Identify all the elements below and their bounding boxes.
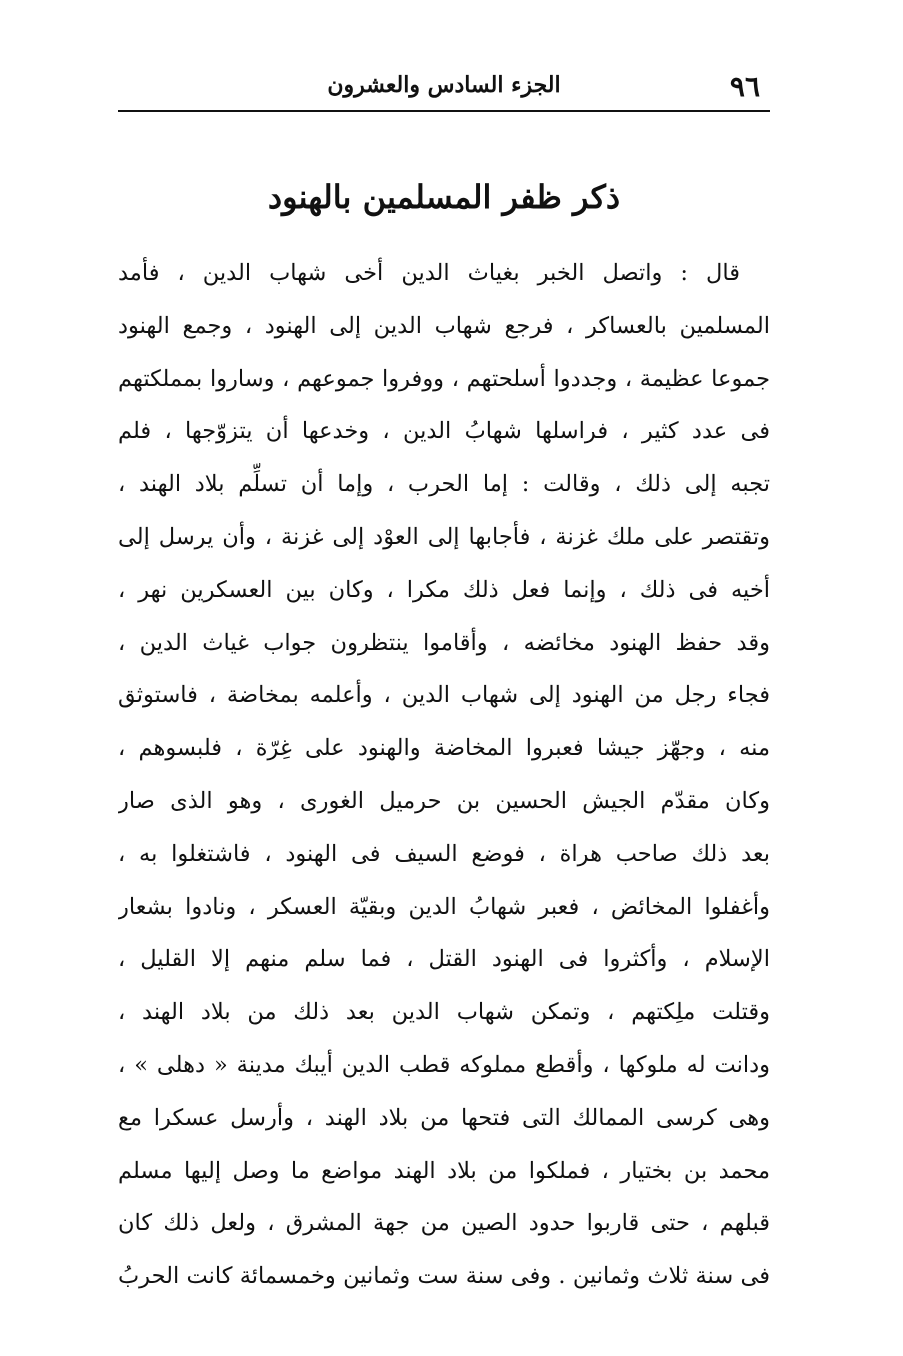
text-line: فى سنة ثلاث وثمانين . وفى سنة ست وثمانين وخمسمائة كانت الحربُ — [118, 1263, 770, 1290]
text-line: وقد حفظ الهنود مخائضه ، وأقاموا ينتظرون جواب غياث الدين ، — [118, 629, 770, 656]
text-line: المسلمين بالعساكر ، فرجع شهاب الدين إلى الهنود ، وجمع الهنود — [118, 312, 770, 339]
text-line: فى عدد كثير ، فراسلها شهابُ الدين ، وخدعها أن يتزوّجها ، فلم — [118, 418, 770, 445]
page-number: ٩٦ — [729, 70, 760, 103]
text-line: الإسلام ، وأكثروا فى الهنود القتل ، فما سلم منهم إلا القليل ، — [118, 946, 770, 973]
text-line: بعد ذلك صاحب هراة ، فوضع السيف فى الهنود ، فاشتغلوا به ، — [118, 840, 770, 867]
text-line: جموعا عظيمة ، وجددوا أسلحتهم ، ووفروا جموعهم ، وساروا بمملكتهم — [118, 365, 770, 392]
text-line: وقتلت ملِكتهم ، وتمكن شهاب الدين بعد ذلك من بلاد الهند ، — [118, 999, 770, 1026]
text-line: تجبه إلى ذلك ، وقالت : إما الحرب ، وإما أن تسلِّم بلاد الهند ، — [118, 471, 770, 498]
text-line: منه ، وجهّز جيشا فعبروا المخاضة والهنود على غِرّة ، فلبسوهم ، — [118, 735, 770, 762]
text-line: قال : واتصل الخبر بغياث الدين أخى شهاب الدين ، فأمد — [118, 260, 740, 286]
text-line: وتقتصر على ملك غزنة ، فأجابها إلى العوْد إلى غزنة ، وأن يرسل إلى — [118, 523, 770, 550]
running-head — [118, 66, 770, 106]
section-title: ذكر ظفر المسلمين بالهنود — [267, 178, 621, 216]
body-text — [118, 247, 770, 1303]
text-line: قبلهم ، حتى قاربوا حدود الصين من جهة المشرق ، ولعل ذلك كان — [118, 1210, 770, 1237]
part-title: الجزء السادس والعشرون — [327, 72, 561, 98]
text-line: فجاء رجل من الهنود إلى شهاب الدين ، وأعلمه بمخاضة ، فاستوثق — [118, 682, 770, 709]
header-divider — [118, 110, 770, 112]
text-line: وأغفلوا المخائض ، فعبر شهابُ الدين وبقيّة العسكر ، ونادوا بشعار — [118, 893, 770, 920]
text-line: ودانت له ملوكها ، وأقطع مملوكه قطب الدين أيبك مدينة « دهلى » ، — [118, 1051, 770, 1078]
text-line: وهى كرسى الممالك التى فتحها من بلاد الهند ، وأرسل عسكرا مع — [118, 1104, 770, 1131]
text-line: وكان مقدّم الجيش الحسين بن حرميل الغورى ، وهو الذى صار — [118, 787, 770, 814]
text-line: أخيه فى ذلك ، وإنما فعل ذلك مكرا ، وكان بين العسكرين نهر ، — [118, 576, 770, 603]
text-line: محمد بن بختيار ، فملكوا من بلاد الهند مواضع ما وصل إليها مسلم — [118, 1157, 770, 1184]
